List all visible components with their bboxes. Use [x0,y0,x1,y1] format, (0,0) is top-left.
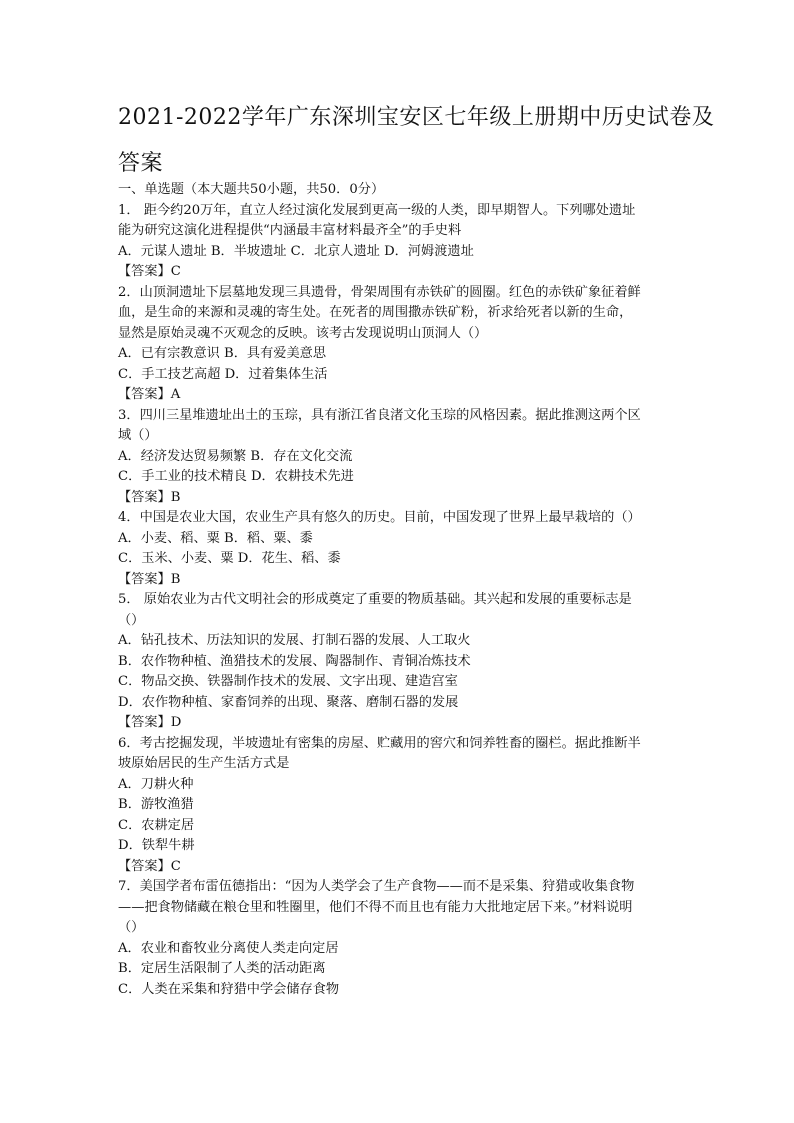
question-stem-line: 域（） [118,428,158,443]
question-stem-line: 5． 原始农业为古代文明社会的形成奠定了重要的物质基础。其兴起和发展的重要标志是 [118,592,632,607]
answer-key: 【答案】A [118,387,181,402]
answer-option: C．物品交换、铁器制作技术的发展、文字出现、建造宫室 [118,674,458,689]
answer-key: 【答案】B [118,571,181,587]
question-stem-line: 4．中国是农业大国，农业生产具有悠久的历史。目前，中国发现了世界上最早栽培的（） [118,510,641,525]
answer-option: A．已有宗教意识 B．具有爱美意思 [118,346,327,361]
answer-key: 【答案】D [118,715,182,730]
answer-option: A．农业和畜牧业分离使人类走向定居 [118,940,339,956]
title-line-2: 答案 [118,151,164,176]
question-stem-line: （） [118,612,145,628]
answer-option: B．农作物种植、渔猎技术的发展、陶器制作、青铜冶炼技术 [118,653,471,669]
question-stem-line: 2．山顶洞遗址下层墓地发现三具遗骨，骨架周围有赤铁矿的圆圈。红色的赤铁矿象征着鲜 [118,284,641,300]
answer-key: 【答案】B [118,489,181,505]
answer-option: B．游牧渔猎 [118,797,194,812]
answer-option: A．小麦、稻、粟 B．稻、粟、黍 [118,530,313,546]
question-stem-line: （） [118,920,145,935]
answer-option: D．铁犁牛耕 [118,838,195,853]
answer-option: B．定居生活限制了人类的活动距离 [118,961,326,976]
answer-option: A．元谋人遗址 B．半坡遗址 C．北京人遗址 D．河姆渡遗址 [118,243,474,259]
question-stem-line: ——把食物储藏在粮仓里和牲圈里，他们不得不而且也有能力大批地定居下来。”材料说明 [118,899,633,915]
answer-option: C．人类在采集和狩猎中学会储存食物 [118,981,340,997]
question-stem-line: 6．考古挖掘发现，半坡遗址有密集的房屋、贮藏用的窖穴和饲养牲畜的圈栏。据此推断半 [118,735,641,751]
section-heading: 一、单选题（本大题共50小题，共50．0分） [118,182,385,197]
question-stem-line: 7．美国学者布雷伍德指出：“因为人类学会了生产食物——而不是采集、狩猎或收集食物 [118,879,635,894]
answer-option: C．农耕定居 [118,817,195,833]
answer-option: C．手工技艺高超 D．过着集体生活 [118,366,328,382]
question-stem-line: 能为研究这演化进程提供“内涵最丰富材料最齐全”的手史料 [118,223,462,238]
answer-option: D．农作物种植、家畜饲养的出现、聚落、磨制石器的发展 [118,694,459,710]
answer-option: A．经济发达贸易频繁 B．存在文化交流 [118,448,353,464]
answer-key: 【答案】C [118,858,181,874]
question-stem-line: 3．四川三星堆遗址出土的玉琮，具有浙江省良渚文化玉琮的风格因素。据此推测这两个区 [118,407,641,423]
question-stem-line: 血，是生命的来源和灵魂的寄生处。在死者的周围撒赤铁矿粉，祈求给死者以新的生命， [118,305,633,320]
question-stem-line: 显然是原始灵魂不灭观念的反映。该考古发现说明山顶洞人（） [118,325,488,341]
title-line-1: 2021-2022学年广东深圳宝安区七年级上册期中历史试卷及 [118,105,715,130]
answer-option: A．刀耕火种 [118,776,194,792]
question-stem-line: 坡原始居民的生产生活方式是 [118,756,290,771]
answer-option: A．钻孔技术、历法知识的发展、打制石器的发展、人工取火 [118,633,471,648]
answer-option: C．玉米、小麦、粟 D．花生、稻、黍 [118,551,341,566]
question-stem-line: 1． 距今约20万年，直立人经过演化发展到更高一级的人类，即早期智人。下列哪处遗址 [118,202,636,218]
answer-key: 【答案】C [118,264,181,279]
answer-option: C．手工业的技术精良 D．农耕技术先进 [118,469,354,484]
